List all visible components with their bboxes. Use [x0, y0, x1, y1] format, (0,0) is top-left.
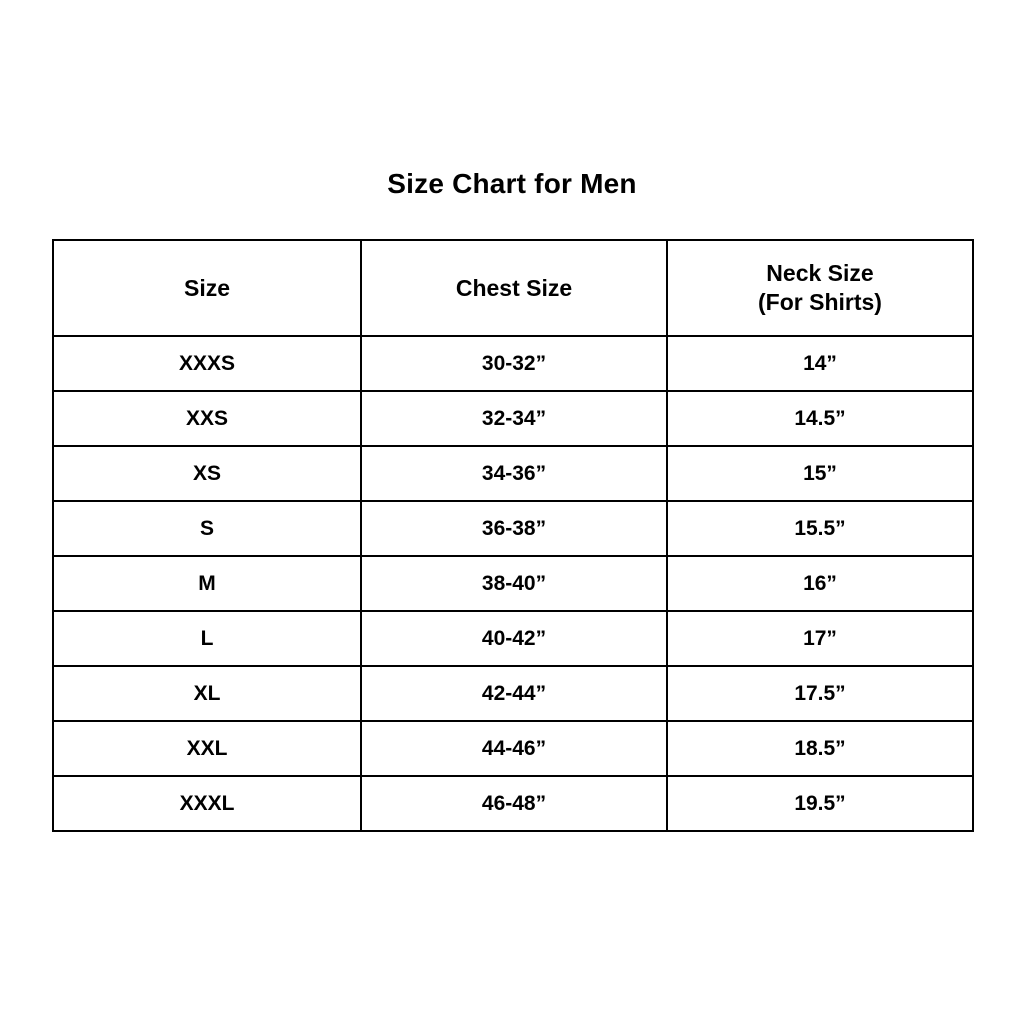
column-header-chest-size [361, 240, 667, 336]
cell-chest-size: 46-48” [361, 776, 667, 831]
table-row [53, 556, 973, 611]
table-header-row [53, 240, 973, 336]
table-body [53, 336, 973, 831]
cell-size: S [53, 501, 361, 556]
cell-chest-size: 44-46” [361, 721, 667, 776]
cell-size: XXL [53, 721, 361, 776]
cell-size: XXXL [53, 776, 361, 831]
column-header-size [53, 240, 361, 336]
table-row [53, 501, 973, 556]
cell-neck-size: 15” [667, 446, 973, 501]
table-row [53, 446, 973, 501]
table-row [53, 721, 973, 776]
cell-neck-size: 17.5” [667, 666, 973, 721]
cell-size: XS [53, 446, 361, 501]
table-row [53, 666, 973, 721]
column-header-chest-size-label: Chest Size [455, 274, 573, 301]
cell-size: M [53, 556, 361, 611]
cell-neck-size: 18.5” [667, 721, 973, 776]
table-header [53, 240, 973, 336]
table-row [53, 611, 973, 666]
cell-neck-size: 15.5” [667, 501, 973, 556]
cell-chest-size: 30-32” [361, 336, 667, 391]
cell-size: XXS [53, 391, 361, 446]
cell-size: L [53, 611, 361, 666]
cell-size: XXXS [53, 336, 361, 391]
cell-neck-size: 14.5” [667, 391, 973, 446]
cell-neck-size: 14” [667, 336, 973, 391]
column-header-size-label: Size [183, 274, 231, 301]
cell-chest-size: 42-44” [361, 666, 667, 721]
cell-chest-size: 34-36” [361, 446, 667, 501]
column-header-neck-size [667, 240, 973, 336]
size-chart-table [52, 239, 974, 832]
cell-size: XL [53, 666, 361, 721]
cell-chest-size: 38-40” [361, 556, 667, 611]
cell-neck-size: 16” [667, 556, 973, 611]
table-row [53, 336, 973, 391]
page-title: Size Chart for Men [387, 168, 637, 199]
column-header-neck-size-label: Neck Size [766, 260, 874, 287]
cell-chest-size: 32-34” [361, 391, 667, 446]
cell-neck-size: 17” [667, 611, 973, 666]
cell-neck-size: 19.5” [667, 776, 973, 831]
column-header-neck-size-sublabel: (For Shirts) [758, 289, 882, 315]
table-row [53, 776, 973, 831]
cell-chest-size: 40-42” [361, 611, 667, 666]
table-row [53, 391, 973, 446]
cell-chest-size: 36-38” [361, 501, 667, 556]
